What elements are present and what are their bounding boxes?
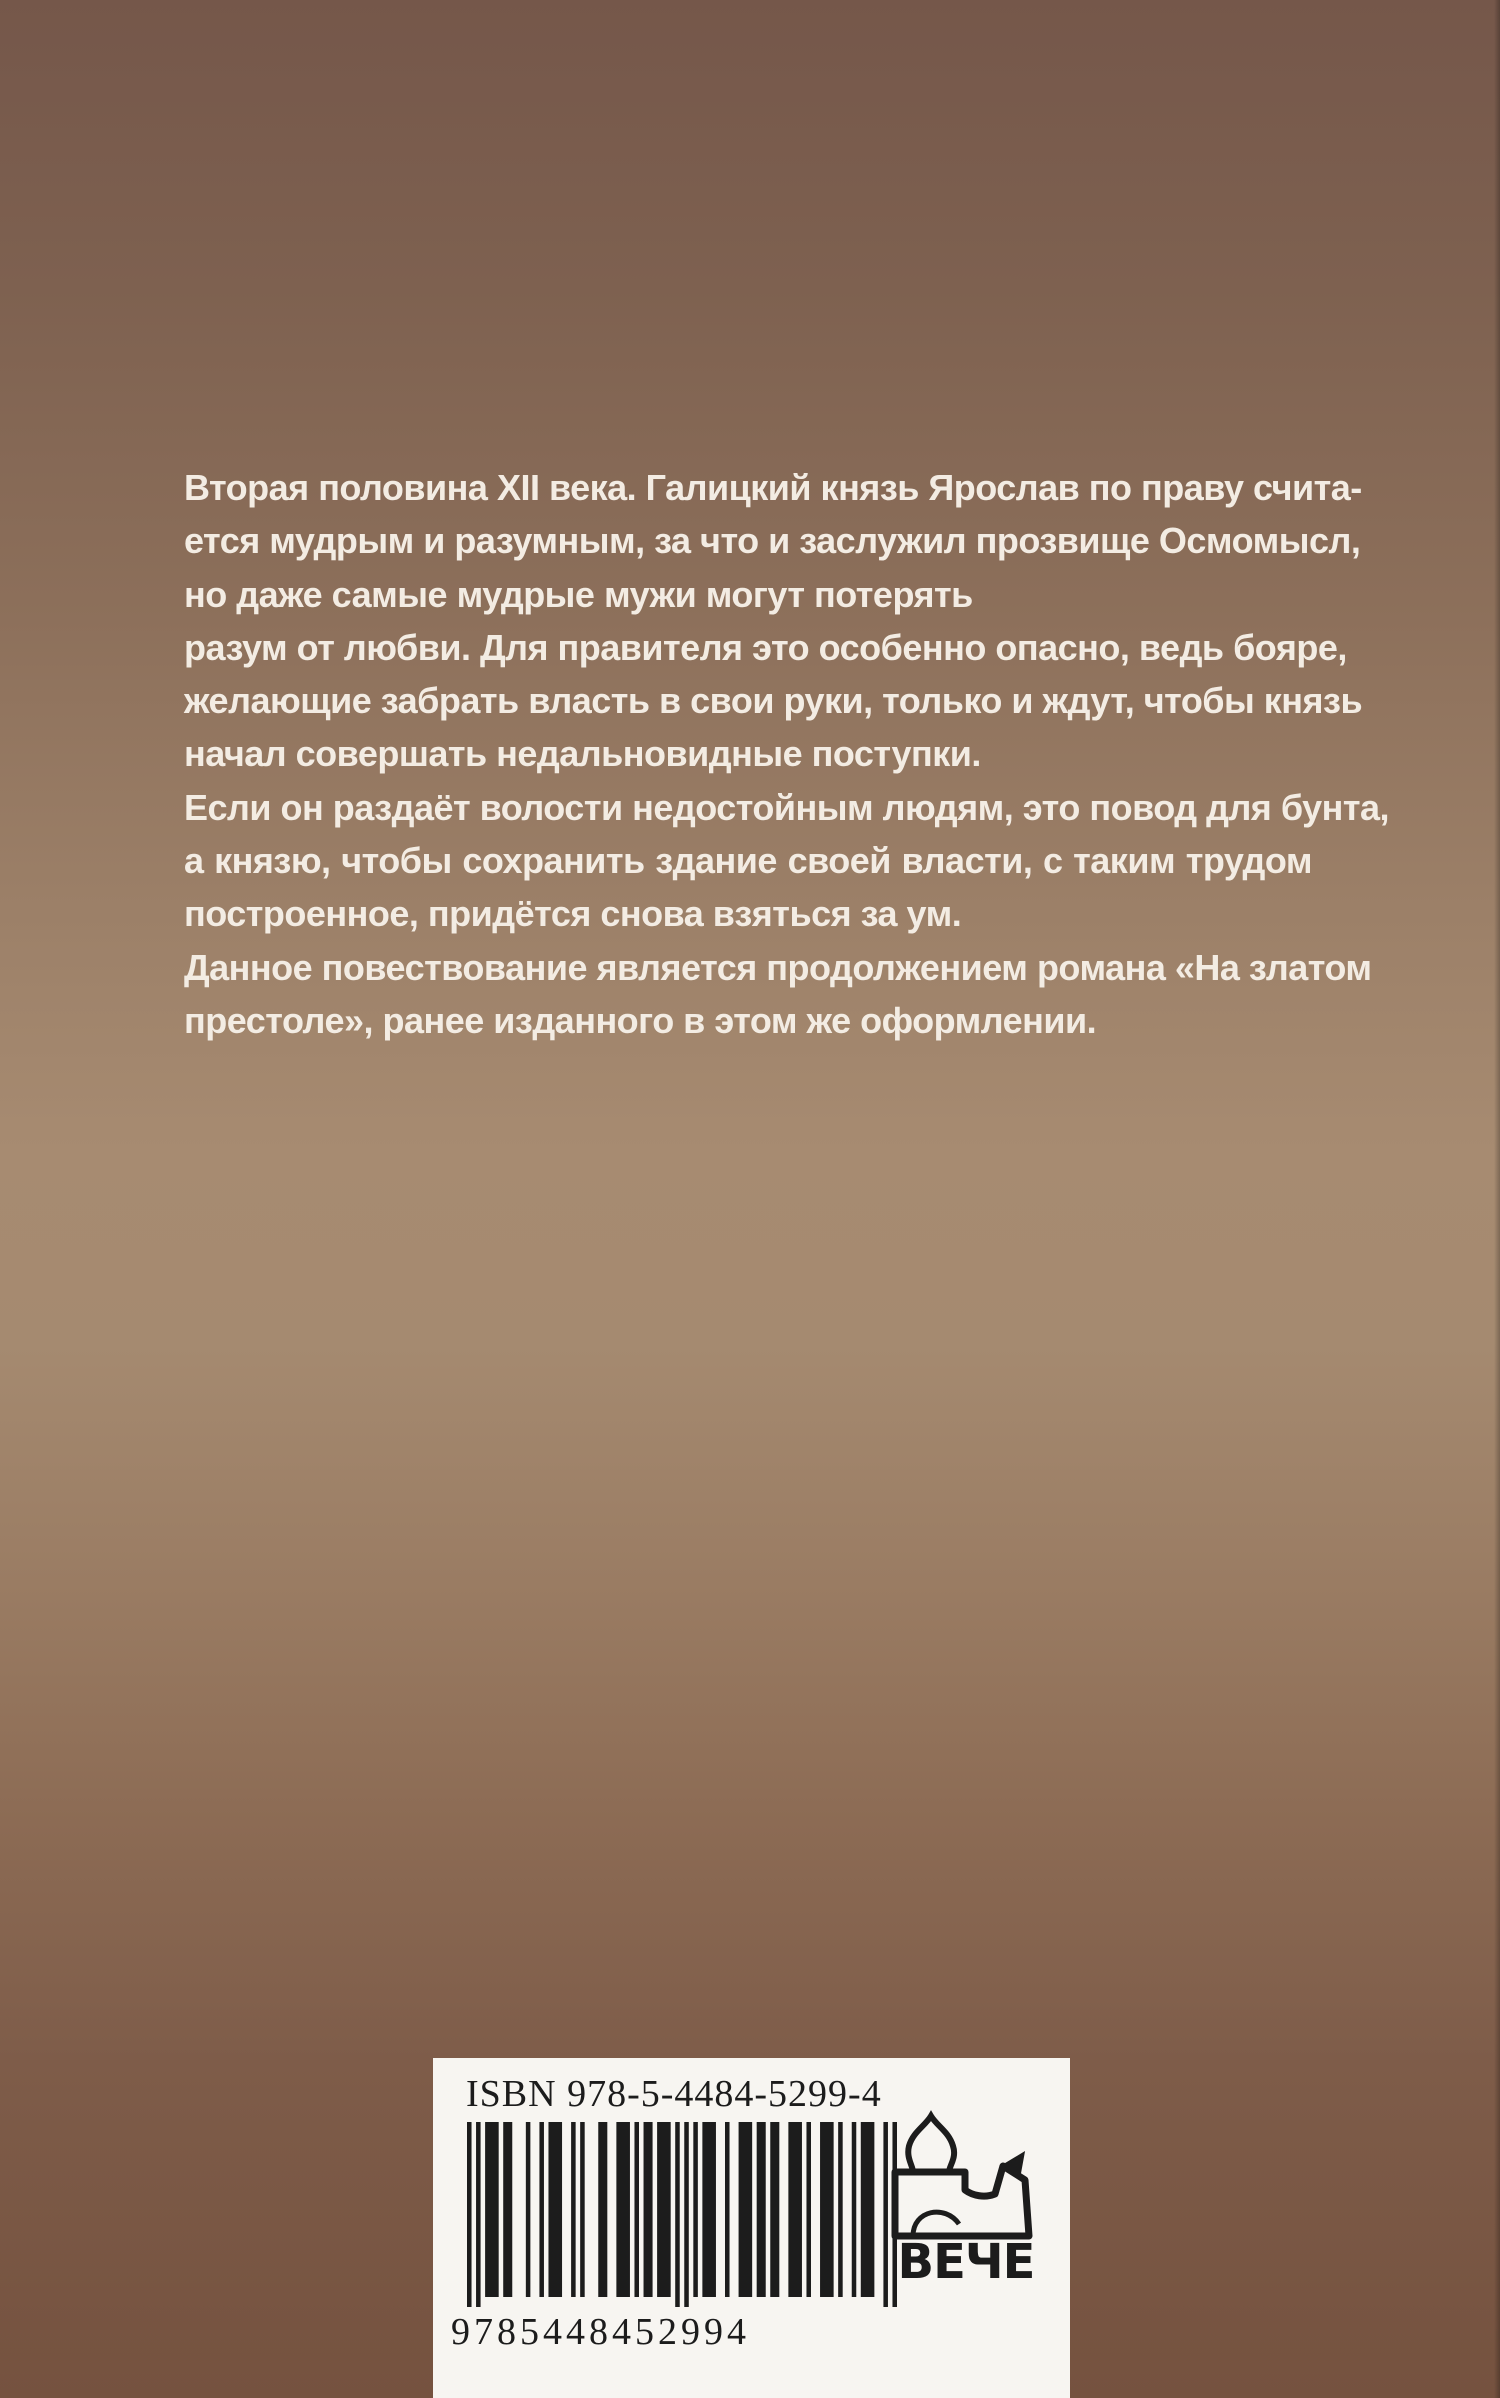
annotation-line: Если он раздаёт волости недостойным людям, это повод для бунта, — [184, 786, 1389, 828]
annotation-line: престоле», ранее изданного в этом же оформлении. — [184, 999, 1097, 1041]
barcode-bar — [838, 2122, 843, 2297]
barcode-bar — [467, 2122, 472, 2307]
cover-edge-shadow — [1494, 0, 1500, 2398]
barcode-bar — [634, 2122, 639, 2297]
barcode-bar — [548, 2122, 562, 2297]
barcode-bar — [580, 2122, 585, 2297]
annotation-line: Вторая половина XII века. Галицкий князь Ярослав по праву счита- — [184, 467, 1362, 508]
barcode-bar — [616, 2122, 630, 2297]
annotation-line: ется мудрым и разумным, за что и заслужил прозвище Осмомысл, — [184, 520, 1361, 562]
barcode-bar — [770, 2122, 779, 2297]
barcode-bar — [693, 2122, 698, 2297]
barcode-bar — [739, 2122, 753, 2297]
barcode-bar — [788, 2122, 802, 2297]
annotation-line: разум от любви. Для правителя это особенно опасно, ведь бояре, — [184, 626, 1347, 668]
annotation-line: но даже самые мудрые мужи могут потерять — [184, 573, 973, 615]
barcode-bar — [485, 2122, 499, 2297]
barcode-bar — [757, 2122, 766, 2297]
barcode-bar — [675, 2122, 680, 2307]
barcode-bar — [598, 2122, 607, 2297]
barcode-bar — [657, 2122, 671, 2297]
barcode-bar — [806, 2122, 811, 2297]
barcode-bar — [644, 2122, 653, 2297]
barcode-digits: 9785448452994 — [451, 2311, 750, 2353]
barcode-bar — [503, 2122, 512, 2297]
barcode-panel — [433, 2058, 1070, 2398]
barcode-bar — [684, 2122, 689, 2307]
barcode-bar — [571, 2122, 576, 2297]
barcode-bar — [702, 2122, 716, 2297]
book-annotation — [184, 461, 1389, 1047]
barcode-bar — [526, 2122, 531, 2297]
annotation-line: а князю, чтобы сохранить здание своей власти, с таким трудом — [184, 840, 1312, 882]
ean13-barcode — [467, 2122, 897, 2307]
annotation-line: желающие забрать власть в свои руки, только и ждут, чтобы князь — [184, 680, 1363, 722]
barcode-bar — [476, 2122, 481, 2307]
barcode-bar — [820, 2122, 834, 2297]
annotation-line: начал совершать недальновидные поступки. — [184, 733, 981, 775]
barcode-bar — [539, 2122, 544, 2297]
annotation-line: Данное повествование является продолжением романа «На златом — [184, 946, 1372, 988]
barcode-bar — [725, 2122, 730, 2297]
publisher-logo-text: ВЕЧЕ — [897, 2234, 1035, 2290]
isbn-number: ISBN 978-5-4484-5299-4 — [466, 2073, 882, 2115]
annotation-line: построенное, придётся снова взяться за ум. — [184, 893, 962, 935]
barcode-bar — [852, 2122, 857, 2297]
